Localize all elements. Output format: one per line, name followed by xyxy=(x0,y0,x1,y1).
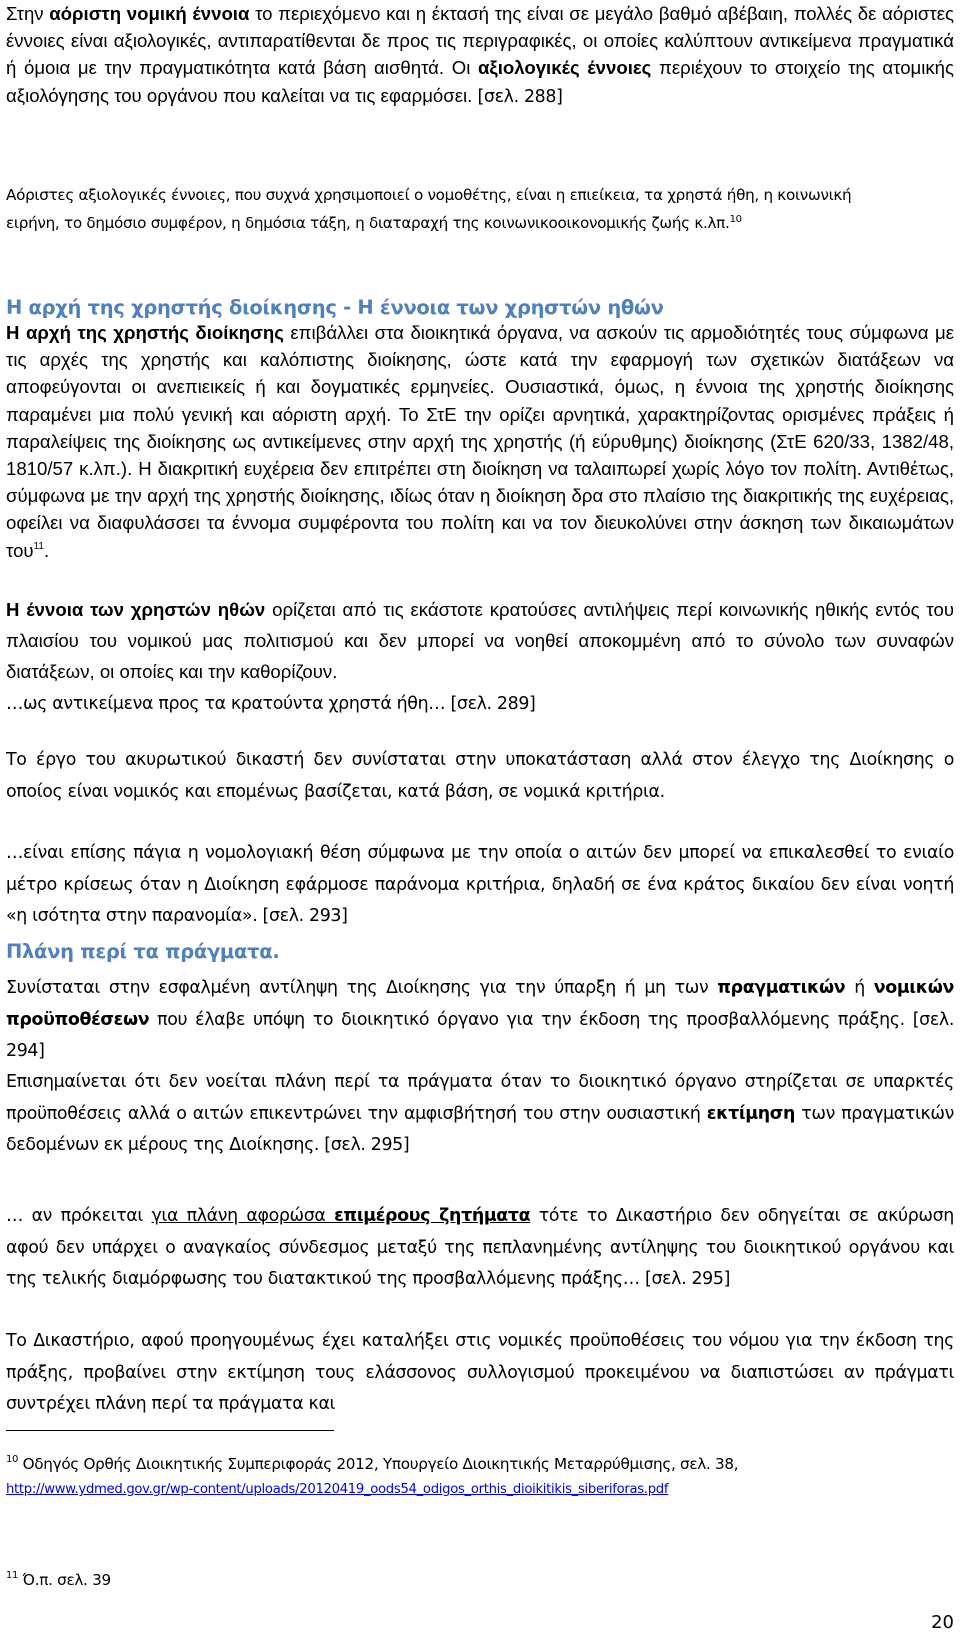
paragraph-partial-issues: … αν πρόκειται για πλάνη αφορώσα επιμέρους ζητήματα τότε το Δικαστήριο δεν οδηγείται σε ακύρωση αφού δεν υπάρχει ο αναγκαίος σύνδεσμος μεταξύ της πεπλανημένης αντίληψης του διοικητικού οργάνου και της τελικής διαμόρφωσης του διατακτικού της προσβαλλόμενης πράξης… [σελ. 295] xyxy=(6,1206,954,1290)
paragraph-court-assessment: Το Δικαστήριο, αφού προηγουμένως έχει καταλήξει στις νομικές προϋποθέσεις του νόμου για την έκδοση της πράξης, προβαίνει στην εκτίμηση τους ελάσσονος συλλογισμού προκειμένου να διαπιστώσει αν πράγματι συντρέχει πλάνη περί τα πράγματα και xyxy=(6,1331,954,1415)
footnote-ref-11[interactable]: 11 xyxy=(33,540,44,552)
footnote-10: $^{10}$ Οδηγός Ορθής Διοικητικής Συμπεριφοράς 2012, Υπουργείο Διοικητικής Μεταρρύθμισης, σελ. 38, http://www.ydmed.gov.gr/wp-content/uploads/20120419_oods54_odigos_orthis_dioikitikis_siberiforas.pdf xyxy=(6,1454,739,1497)
paragraph-case-law-equality: …είναι επίσης πάγια η νομολογιακή θέση σύμφωνα με την οποία ο αιτών δεν μπορεί να επικαλεσθεί το ενιαίο μέτρο κρίσεως όταν η Διοίκηση εφάρμοσε παράνομα κριτήρια, δηλαδή σε ένα κράτος δικαίου δεν είναι νοητή «η ισότητα στην παρανομία». [σελ. 293] xyxy=(6,843,954,927)
section-heading-good-administration: Η αρχή της χρηστής διοίκησης - Η έννοια των χρηστών ηθών xyxy=(6,296,664,319)
paragraph-annulment-judge: Το έργο του ακυρωτικού δικαστή δεν συνίσταται στην υποκατάσταση αλλά στον έλεγχο της Διοίκησης ο οποίος είναι νομικός και επομένως βασίζεται, κατά βάση, σε νομικά κριτήρια. xyxy=(6,750,954,802)
paragraph-factual-error-definition: Συνίσταται στην εσφαλμένη αντίληψη της Διοίκησης για την ύπαρξη ή μη των πραγματικών ή νομικών προϋποθέσεων που έλαβε υπόψη το διοικητικό όργανο για την έκδοση της προσβαλλόμενης πράξης. [σελ. 294] xyxy=(6,978,954,1062)
paragraph-vague-legal-concept: Στην αόριστη νομική έννοια το περιεχόμενο και η έκτασή της είναι σε μεγάλο βαθμό αβέβαιη, πολλές δε αόριστες έννοιες είναι αξιολογικές, αντιπαρατίθενται δε προς τις περιγραφικές, οι οποίες καλύπτουν αντικείμενα πραγματικά ή όμοια με την πραγματικότητα κατά βάση αισθητά. Οι αξιολογικές έννοιες περιέχουν το στοιχείο της ατομικής αξιολόγησης του οργάνου που καλείται να τις εφαρμόσει. [σελ. 288] xyxy=(6,3,954,107)
footnote-11: $^{11}$ Ό.π. σελ. 39 xyxy=(6,1570,111,1589)
page-number: 20 xyxy=(931,1612,954,1633)
paragraph-evaluative-concepts: Αόριστες αξιολογικές έννοιες, που συχνά χρησιμοποιεί ο νομοθέτης, είναι η επιείκεια, τα χρηστά ήθη, η κοινωνική ειρήνη, το δημόσιο συμφέρον, η δημόσια τάξη, η διαταραχή της κοινωνικοοικονομικής ζωής κ.λπ.$^{10}$ xyxy=(6,186,852,232)
paragraph-quote-289: …ως αντικείμενα προς τα κρατούντα χρηστά ήθη… [σελ. 289] xyxy=(6,694,536,714)
paragraph-good-morals: Η έννοια των χρηστών ηθών ορίζεται από τις εκάστοτε κρατούσες αντιλήψεις περί κοινωνικής ηθικής εντός του πλαισίου του νομικού μας πολιτισμού και δεν μπορεί να νοηθεί αποκομμένη από το σύνολο των συναφών διατάξεων, οι οποίες και την καθορίζουν. xyxy=(6,599,954,682)
section-heading-factual-error: Πλάνη περί τα πράγματα. xyxy=(6,940,280,963)
footnote-separator xyxy=(6,1430,334,1431)
footnote-ref-10[interactable]: 10 xyxy=(729,213,742,225)
paragraph-good-administration: Η αρχή της χρηστής διοίκησης επιβάλλει στα διοικητικά όργανα, να ασκούν τις αρμοδιότητές τους σύμφωνα με τις αρχές της χρηστής και καλόπιστης διοίκησης, ώστε κατά την εφαρμογή των σχετικών διατάξεων να αποφεύγονται οι ανεπιεικείς ή και δογματικές ερμηνείες. Ουσιαστικά, όμως, η έννοια της χρηστής διοίκησης παραμένει μια πολύ γενική και αόριστη αρχή. Το ΣτΕ την ορίζει αρνητικά, χαρακτηρίζοντας ορισμένες πράξεις ή παραλείψεις της διοίκησης ως αντικείμενες στην αρχή της χρηστής (ή εύρυθμης) διοίκησης (ΣτΕ 620/33, 1382/48, 1810/57 κ.λπ.). Η διακριτική ευχέρεια δεν επιτρέπει στη διοίκηση να ταλαιπωρεί χωρίς λόγο τον πολίτη. Αντιθέτως, σύμφωνα με την αρχή της χρηστής διοίκησης, ιδίως όταν η διοίκηση δρα στο πλαίσιο της διακριτικής της ευχέρειας, οφείλει να διαφυλάσσει τα έννομα συμφέροντα του πολίτη και να τον διευκολύνει στην άσκηση των δικαιωμάτων του$^{11}$. xyxy=(6,322,954,561)
footnote-source-link[interactable]: http://www.ydmed.gov.gr/wp-content/uploads/20120419_oods54_odigos_orthis_dioikitikis_siberiforas.pdf xyxy=(6,1482,669,1497)
paragraph-no-factual-error: Επισημαίνεται ότι δεν νοείται πλάνη περί τα πράγματα όταν το διοικητικό όργανο στηρίζεται σε υπαρκτές προϋποθέσεις αλλά ο αιτών επικεντρώνει την αμφισβήτησή του στην ουσιαστική εκτίμηση των πραγματικών δεδομένων εκ μέρους της Διοίκησης. [σελ. 295] xyxy=(6,1072,954,1156)
